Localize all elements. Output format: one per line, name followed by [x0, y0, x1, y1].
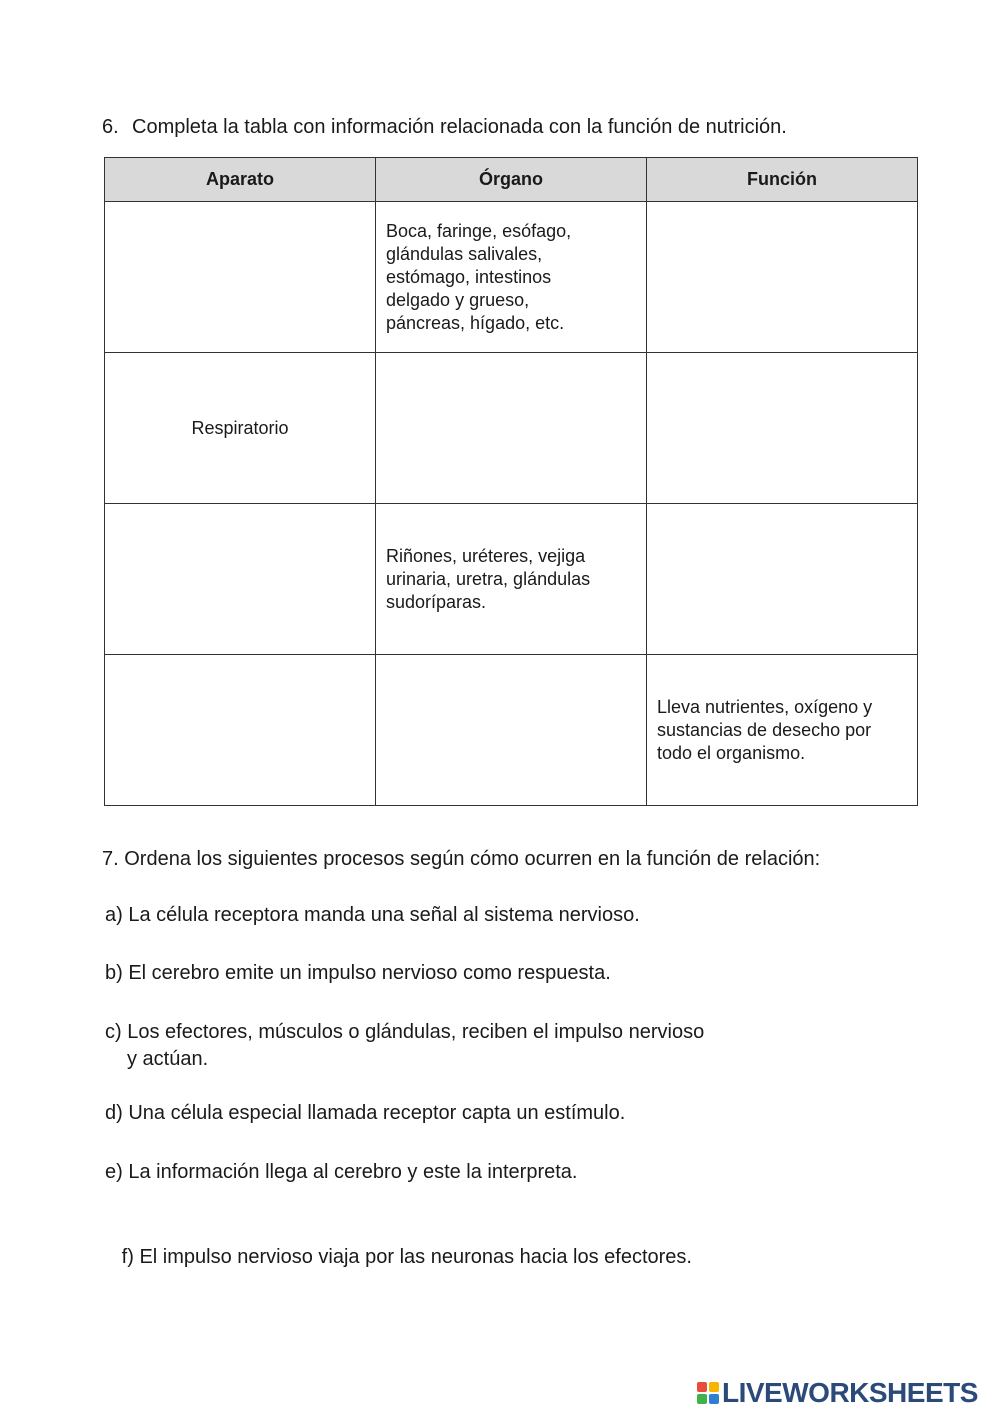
cell-organo-4[interactable]: [376, 655, 647, 806]
header-organo: Órgano: [376, 158, 647, 202]
process-item-b[interactable]: [105, 960, 611, 987]
liveworksheets-brand: [697, 1378, 978, 1408]
process-label: a) La célula receptora manda una señal al sistema nervioso.: [105, 904, 640, 926]
question-6-text: Completa la tabla con información relacionada con la función de nutrición.: [132, 116, 787, 138]
cell-text: Lleva nutrientes, oxígeno y sustancias de desecho por todo el organismo.: [657, 696, 873, 763]
nutrition-table: [104, 157, 918, 806]
cell-funcion-1[interactable]: [647, 202, 918, 353]
process-label: b) El cerebro emite un impulso nervioso como respuesta.: [105, 962, 611, 984]
cell-text: Respiratorio: [191, 417, 289, 438]
cell-aparato-3[interactable]: [105, 504, 376, 655]
table-row: [105, 353, 918, 504]
cell-organo-1: [376, 202, 647, 353]
brand-text: LIVEWORKSHEETS: [722, 1377, 978, 1408]
table-row: [105, 504, 918, 655]
cell-funcion-3[interactable]: [647, 504, 918, 655]
process-label: d) Una célula especial llamada receptor capta un estímulo.: [105, 1102, 626, 1124]
liveworksheets-logo-icon: [697, 1382, 719, 1404]
process-label: f) El impulso nervioso viaja por las neuronas hacia los efectores.: [116, 1246, 692, 1268]
question-6-heading: [102, 116, 787, 139]
process-label: e) La información llega al cerebro y este la interpreta.: [105, 1161, 578, 1183]
cell-organo-3: [376, 504, 647, 655]
question-7-heading: 7. Ordena los siguientes procesos según cómo ocurren en la función de relación:: [102, 848, 821, 870]
process-label-continuation: y actúan.: [127, 1048, 209, 1070]
process-item-e[interactable]: [105, 1159, 577, 1186]
table-row: [105, 202, 918, 353]
cell-aparato-2: [105, 353, 376, 504]
header-funcion: Función: [647, 158, 918, 202]
table-row: [105, 655, 918, 806]
header-aparato: Aparato: [105, 158, 376, 202]
cell-organo-2[interactable]: [376, 353, 647, 504]
cell-text: Boca, faringe, esófago, glándulas salivales, estómago, intestinos delgado y grueso, páncreas, hígado, etc.: [386, 220, 572, 333]
cell-aparato-1[interactable]: [105, 202, 376, 353]
process-item-c[interactable]: [105, 1019, 704, 1073]
cell-funcion-4: [647, 655, 918, 806]
process-label: c) Los efectores, músculos o glándulas, reciben el impulso nervioso: [105, 1021, 705, 1043]
cell-aparato-4[interactable]: [105, 655, 376, 806]
process-item-a[interactable]: [105, 902, 640, 929]
process-item-f[interactable]: [105, 1217, 692, 1271]
table-header-row: [105, 158, 918, 202]
question-6-number: 6.: [102, 116, 119, 138]
process-item-d[interactable]: [105, 1100, 625, 1127]
cell-funcion-2[interactable]: [647, 353, 918, 504]
cell-text: Riñones, uréteres, vejiga urinaria, uretra, glándulas sudoríparas.: [386, 545, 591, 612]
